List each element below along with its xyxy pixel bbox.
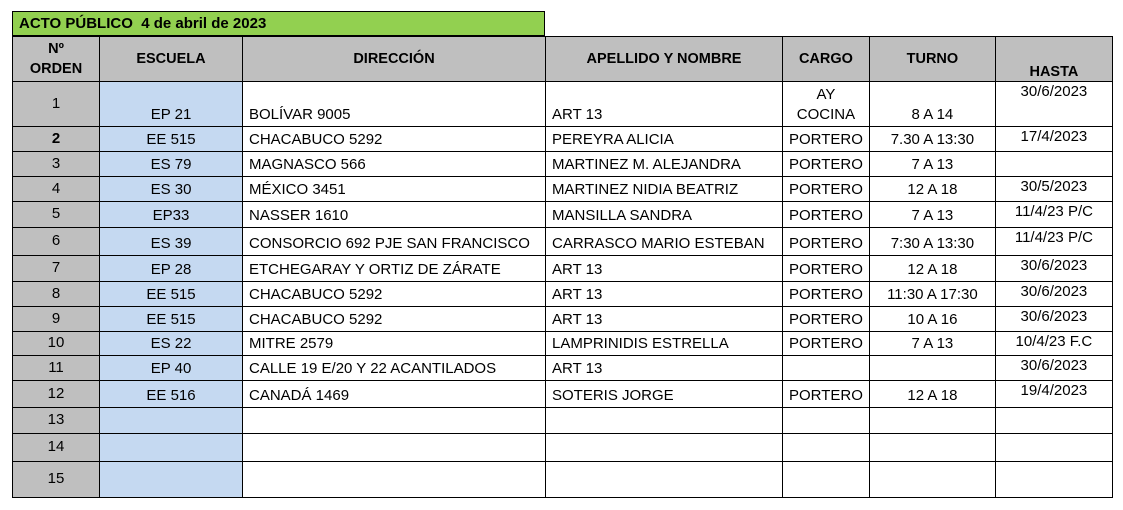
cell-cargo: PORTERO: [783, 127, 870, 152]
cell-orden: 8: [13, 282, 100, 307]
cell-cargo: [783, 356, 870, 381]
cell-orden: 9: [13, 307, 100, 332]
cell-escuela: ES 30: [100, 177, 243, 202]
cell-direccion: [243, 408, 546, 434]
cell-turno: [869, 408, 995, 434]
header-apellido: APELLIDO Y NOMBRE: [546, 37, 783, 82]
cell-direccion: [243, 434, 546, 462]
cell-escuela: [100, 462, 243, 498]
header-orden-line1: Nº: [48, 41, 64, 57]
cell-turno: 10 A 16: [869, 307, 995, 332]
cell-direccion: MITRE 2579: [243, 332, 546, 356]
cell-cargo: PORTERO: [783, 381, 870, 408]
cell-escuela: [100, 434, 243, 462]
cell-apellido: MARTINEZ NIDIA BEATRIZ: [546, 177, 783, 202]
cell-apellido: PEREYRA ALICIA: [546, 127, 783, 152]
cell-direccion: CANADÁ 1469: [243, 381, 546, 408]
cell-direccion: NASSER 1610: [243, 202, 546, 228]
header-escuela: ESCUELA: [100, 37, 243, 82]
cell-turno: 7:30 A 13:30: [869, 228, 995, 256]
cell-cargo: PORTERO: [783, 282, 870, 307]
sheet-title: ACTO PÚBLICO 4 de abril de 2023: [12, 11, 545, 36]
cell-orden: 12: [13, 381, 100, 408]
cell-orden: 3: [13, 152, 100, 177]
cell-cargo: PORTERO: [783, 152, 870, 177]
cell-hasta: [995, 434, 1112, 462]
cell-orden: 7: [13, 256, 100, 282]
acto-publico-table: [12, 36, 1113, 498]
cell-hasta: 30/6/2023: [995, 282, 1112, 307]
table-row: [13, 152, 1113, 177]
cell-turno: 8 A 14: [869, 82, 995, 127]
cell-direccion: CALLE 19 E/20 Y 22 ACANTILADOS: [243, 356, 546, 381]
cell-direccion: MAGNASCO 566: [243, 152, 546, 177]
cell-cargo-line1: AY: [816, 86, 836, 103]
table-row: [13, 127, 1113, 152]
cell-turno: 11:30 A 17:30: [869, 282, 995, 307]
cell-direccion: CHACABUCO 5292: [243, 282, 546, 307]
cell-orden: 4: [13, 177, 100, 202]
cell-escuela: EP 28: [100, 256, 243, 282]
cell-turno: 12 A 18: [869, 256, 995, 282]
cell-escuela: EE 515: [100, 127, 243, 152]
cell-escuela: EP33: [100, 202, 243, 228]
cell-orden: 13: [13, 408, 100, 434]
cell-apellido: CARRASCO MARIO ESTEBAN: [546, 228, 783, 256]
cell-apellido: ART 13: [546, 282, 783, 307]
cell-orden: 11: [13, 356, 100, 381]
cell-hasta: 30/6/2023: [995, 307, 1112, 332]
cell-escuela: EP 21: [100, 82, 243, 127]
cell-hasta: 17/4/2023: [995, 127, 1112, 152]
cell-turno: 12 A 18: [869, 381, 995, 408]
cell-escuela: EE 516: [100, 381, 243, 408]
cell-cargo: [783, 82, 870, 127]
cell-orden: 10: [13, 332, 100, 356]
cell-apellido: [546, 434, 783, 462]
cell-apellido: ART 13: [546, 256, 783, 282]
cell-direccion: CHACABUCO 5292: [243, 127, 546, 152]
cell-cargo: [783, 462, 870, 498]
cell-cargo: PORTERO: [783, 256, 870, 282]
cell-escuela: ES 79: [100, 152, 243, 177]
table-row: [13, 408, 1113, 434]
cell-cargo: PORTERO: [783, 202, 870, 228]
table-row: [13, 202, 1113, 228]
cell-orden: 15: [13, 462, 100, 498]
table-row: [13, 381, 1113, 408]
cell-orden: 14: [13, 434, 100, 462]
cell-apellido: MANSILLA SANDRA: [546, 202, 783, 228]
cell-hasta: 30/6/2023: [995, 82, 1112, 127]
table-row: [13, 307, 1113, 332]
header-orden-line2: ORDEN: [29, 61, 83, 77]
table-row: [13, 228, 1113, 256]
cell-cargo: PORTERO: [783, 228, 870, 256]
cell-cargo: PORTERO: [783, 177, 870, 202]
cell-turno: [869, 462, 995, 498]
cell-escuela: EE 515: [100, 307, 243, 332]
cell-hasta: 11/4/23 P/C: [995, 228, 1112, 256]
cell-apellido: [546, 462, 783, 498]
cell-hasta: 30/6/2023: [995, 356, 1112, 381]
cell-hasta: [995, 408, 1112, 434]
table-row: [13, 356, 1113, 381]
cell-direccion: BOLÍVAR 9005: [243, 82, 546, 127]
cell-hasta: 30/5/2023: [995, 177, 1112, 202]
table-row: [13, 434, 1113, 462]
cell-apellido: ART 13: [546, 82, 783, 127]
cell-escuela: ES 39: [100, 228, 243, 256]
cell-direccion: CHACABUCO 5292: [243, 307, 546, 332]
cell-apellido: SOTERIS JORGE: [546, 381, 783, 408]
cell-turno: [869, 434, 995, 462]
cell-hasta: [995, 462, 1112, 498]
table-row: [13, 82, 1113, 127]
header-direccion: DIRECCIÓN: [243, 37, 546, 82]
cell-orden: 2: [13, 127, 100, 152]
table-row: [13, 256, 1113, 282]
header-hasta: HASTA: [995, 37, 1112, 82]
cell-turno: 7 A 13: [869, 152, 995, 177]
cell-escuela: [100, 408, 243, 434]
header-turno: TURNO: [869, 37, 995, 82]
cell-escuela: ES 22: [100, 332, 243, 356]
cell-hasta: 19/4/2023: [995, 381, 1112, 408]
header-row: [13, 37, 1113, 82]
cell-escuela: EP 40: [100, 356, 243, 381]
cell-orden: 5: [13, 202, 100, 228]
cell-orden: 6: [13, 228, 100, 256]
cell-orden: 1: [13, 82, 100, 127]
cell-cargo: PORTERO: [783, 307, 870, 332]
cell-cargo: [783, 434, 870, 462]
cell-cargo: PORTERO: [783, 332, 870, 356]
cell-apellido: [546, 408, 783, 434]
cell-cargo: [783, 408, 870, 434]
header-orden: [13, 37, 100, 82]
cell-hasta: 30/6/2023: [995, 256, 1112, 282]
cell-direccion: MÉXICO 3451: [243, 177, 546, 202]
cell-apellido: MARTINEZ M. ALEJANDRA: [546, 152, 783, 177]
cell-turno: 7 A 13: [869, 332, 995, 356]
cell-turno: 7.30 A 13:30: [869, 127, 995, 152]
cell-apellido: LAMPRINIDIS ESTRELLA: [546, 332, 783, 356]
table-row: [13, 282, 1113, 307]
cell-hasta: [995, 152, 1112, 177]
table-row: [13, 332, 1113, 356]
cell-turno: 7 A 13: [869, 202, 995, 228]
cell-apellido: ART 13: [546, 356, 783, 381]
cell-direccion: CONSORCIO 692 PJE SAN FRANCISCO: [243, 228, 546, 256]
cell-turno: [869, 356, 995, 381]
cell-turno: 12 A 18: [869, 177, 995, 202]
cell-hasta: 11/4/23 P/C: [995, 202, 1112, 228]
table-row: [13, 177, 1113, 202]
cell-apellido: ART 13: [546, 307, 783, 332]
cell-cargo-line2: COCINA: [796, 106, 856, 123]
table-row: [13, 462, 1113, 498]
cell-hasta: 10/4/23 F.C: [995, 332, 1112, 356]
cell-direccion: ETCHEGARAY Y ORTIZ DE ZÁRATE: [243, 256, 546, 282]
cell-escuela: EE 515: [100, 282, 243, 307]
cell-direccion: [243, 462, 546, 498]
header-cargo: CARGO: [783, 37, 870, 82]
